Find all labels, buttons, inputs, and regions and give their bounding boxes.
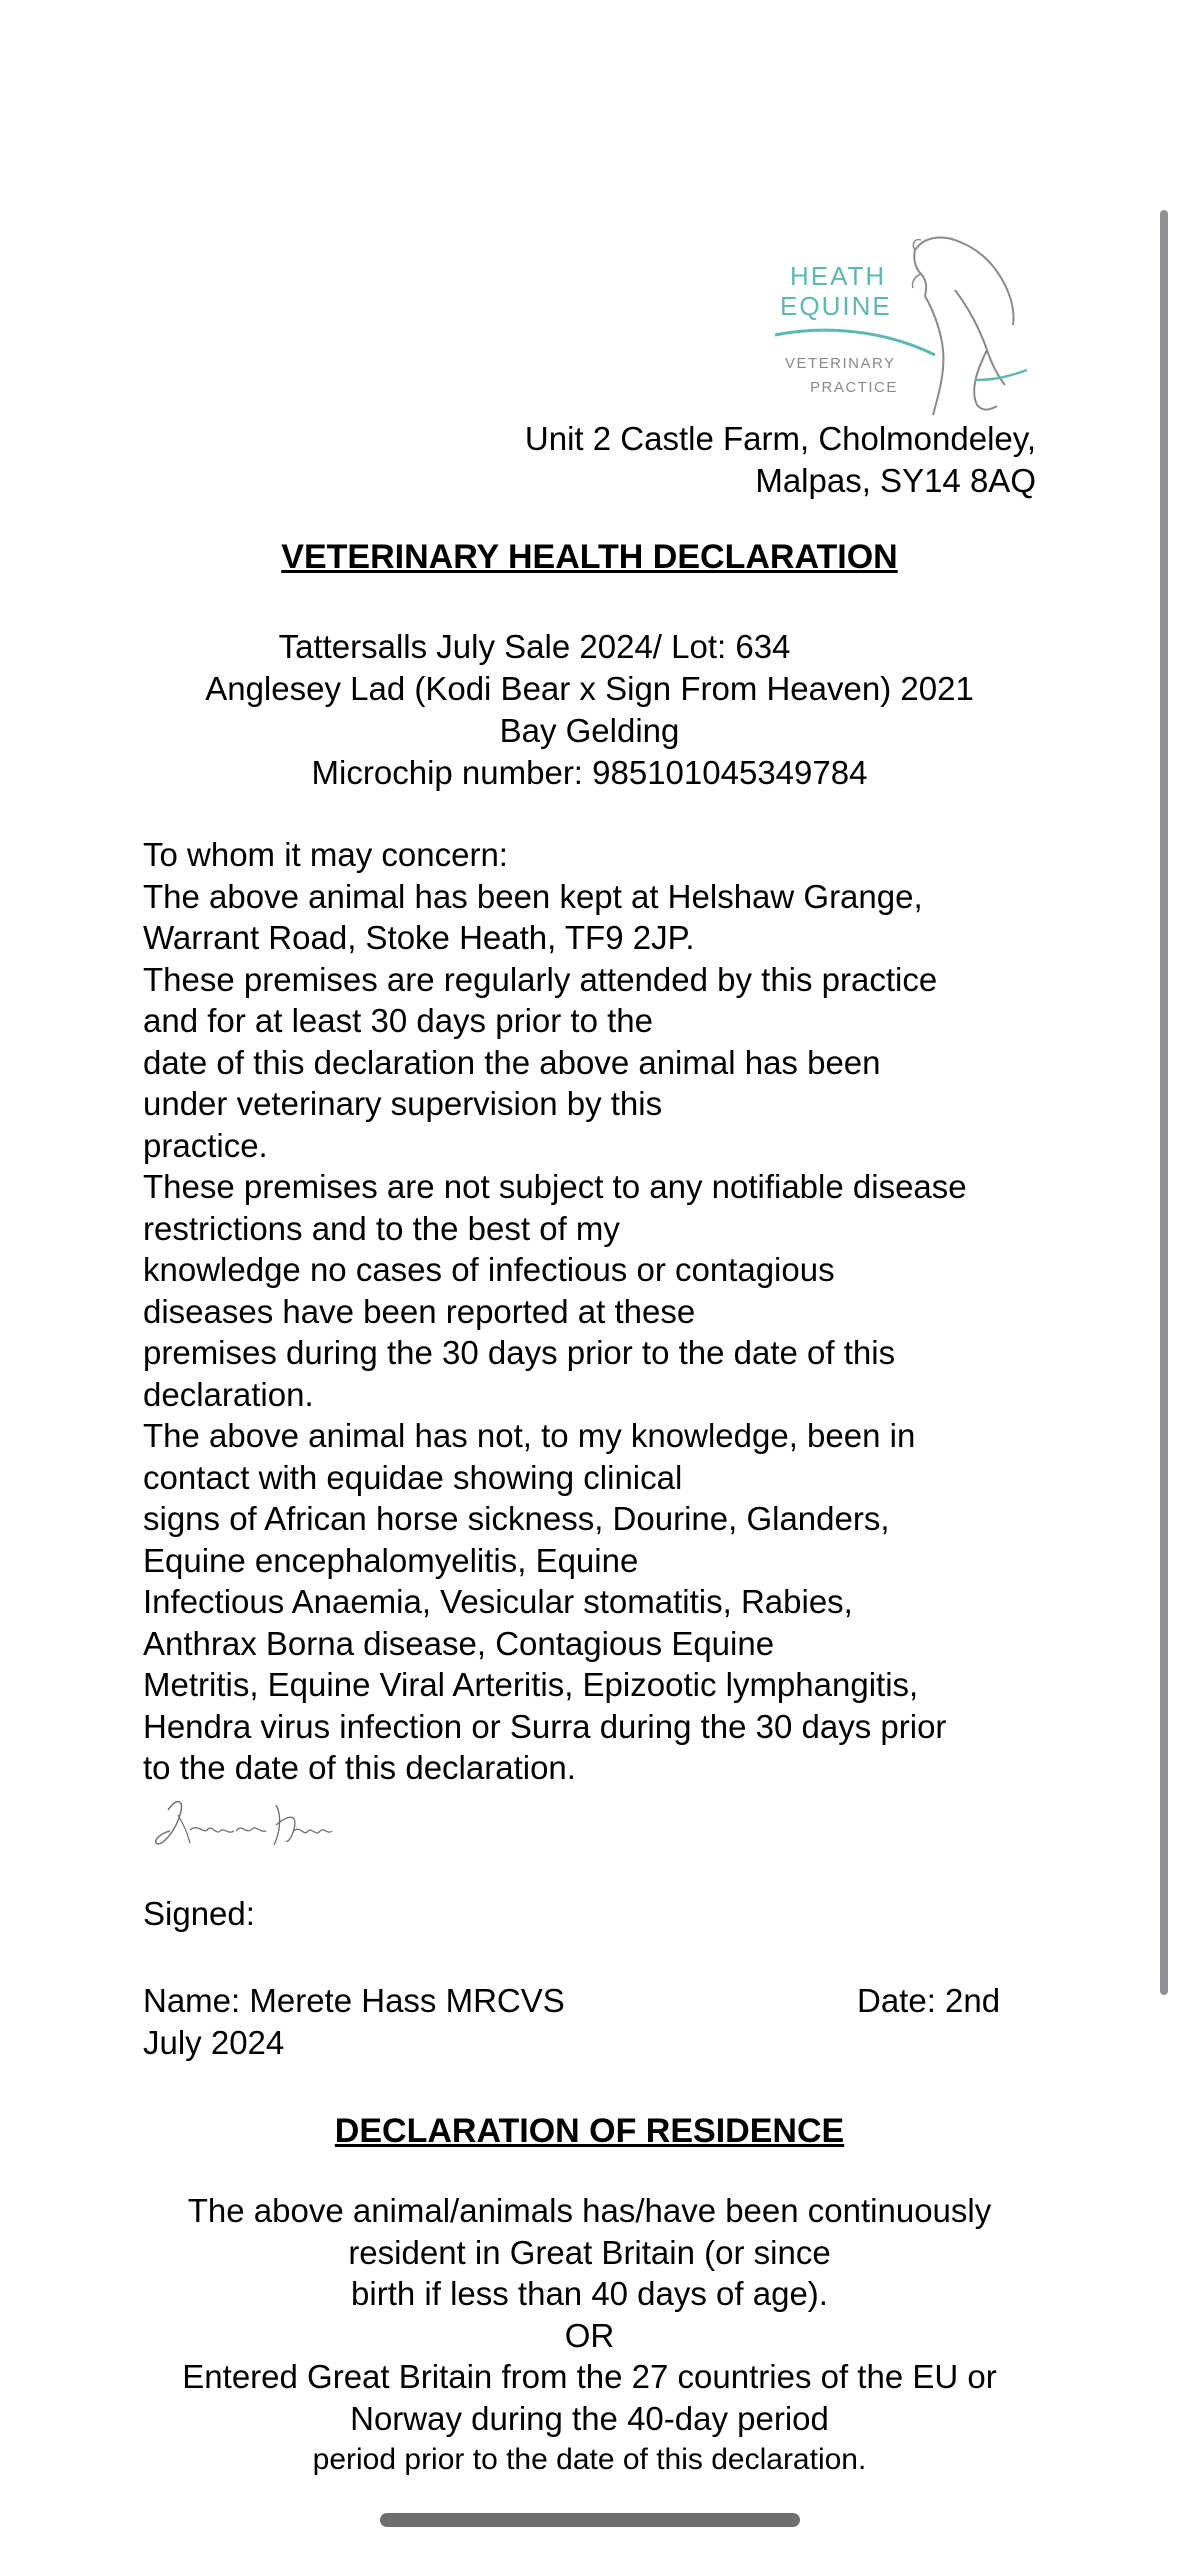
horse-details	[0, 626, 1179, 794]
body-line: These premises are not subject to any notifiable disease	[143, 1168, 967, 1205]
body-line: To whom it may concern:	[143, 836, 508, 873]
body-line: knowledge no cases of infectious or contagious	[143, 1251, 835, 1288]
body-line: Infectious Anaemia, Vesicular stomatitis, Rabies,	[143, 1583, 853, 1620]
declaration-date: Date: 2nd	[857, 1982, 1001, 2019]
body-line: premises during the 30 days prior to the date of this	[143, 1334, 896, 1371]
vertical-scrollbar[interactable]	[1160, 210, 1168, 1995]
body-line: Equine encephalomyelitis, Equine	[143, 1541, 639, 1579]
residence-text	[0, 2190, 1179, 2481]
body-line: and for at least 30 days prior to the	[143, 1002, 653, 1039]
body-line: declaration.	[143, 1375, 314, 1413]
residence-or: OR	[564, 2316, 615, 2354]
body-line: contact with equidae showing clinical	[143, 1458, 683, 1496]
logo-practice-text: PRACTICE	[810, 379, 898, 396]
horse-icon	[765, 230, 1030, 430]
body-line: Hendra virus infection or Surra during the 30 days prior	[143, 1707, 947, 1745]
body-line: signs of African horse sickness, Dourine, Glanders,	[143, 1500, 890, 1537]
residence-line-5: Norway during the 40-day period	[350, 2399, 829, 2437]
logo-equine-text: EQUINE	[780, 291, 892, 321]
horse-description: Bay Gelding	[499, 712, 680, 749]
body-line: under veterinary supervision by this	[143, 1085, 663, 1122]
body-line: The above animal has been kept at Helshaw Grange,	[143, 877, 923, 915]
body-line: Anthrax Borna disease, Contagious Equine	[143, 1624, 775, 1662]
body-line: restrictions and to the best of my	[143, 1209, 620, 1247]
body-line: Metritis, Equine Viral Arteritis, Epizootic lymphangitis,	[143, 1666, 919, 1703]
address-line-1: Unit 2 Castle Farm, Cholmondeley,	[524, 420, 1036, 457]
address-line-2: Malpas, SY14 8AQ	[755, 462, 1036, 499]
health-declaration-title: VETERINARY HEALTH DECLARATION	[281, 538, 898, 576]
body-line: diseases have been reported at these	[143, 1292, 696, 1330]
name-line-1: Name: Merete Hass MRCVS	[143, 1982, 565, 2019]
residence-line-1: The above animal/animals has/have been continuously	[187, 2192, 992, 2229]
signatory-name	[143, 1980, 565, 2064]
horse-name: Anglesey Lad (Kodi Bear x Sign From Heaven) 2021	[205, 670, 974, 707]
logo-heath-text: HEATH	[790, 261, 887, 291]
body-line: These premises are regularly attended by this practice	[143, 960, 938, 998]
practice-logo	[765, 230, 1030, 430]
name-line-2: July 2024	[143, 2024, 285, 2061]
signed-label: Signed:	[143, 1895, 255, 1932]
microchip-number: Microchip number: 985101045349784	[311, 754, 868, 791]
body-line: to the date of this declaration.	[143, 1749, 576, 1786]
residence-line-2: resident in Great Britain (or since	[348, 2233, 831, 2271]
body-line: Warrant Road, Stoke Heath, TF9 2JP.	[143, 919, 695, 956]
residence-line-3: birth if less than 40 days of age).	[351, 2275, 828, 2312]
residence-line-6: period prior to the date of this declaration.	[312, 2443, 867, 2476]
handwritten-signature	[148, 1785, 338, 1865]
logo-veterinary-text: VETERINARY	[785, 355, 896, 372]
residence-title: DECLARATION OF RESIDENCE	[334, 2112, 845, 2150]
sale-lot: Tattersalls July Sale 2024/ Lot: 634	[278, 628, 791, 665]
declaration-body	[143, 834, 1043, 1789]
practice-address	[525, 418, 1036, 502]
body-line: practice.	[143, 1126, 268, 1164]
residence-line-4: Entered Great Britain from the 27 countries of the EU or	[182, 2358, 997, 2395]
home-indicator[interactable]	[380, 2513, 800, 2527]
body-line: date of this declaration the above animal has been	[143, 1043, 881, 1081]
body-line: The above animal has not, to my knowledge, been in	[143, 1417, 916, 1454]
